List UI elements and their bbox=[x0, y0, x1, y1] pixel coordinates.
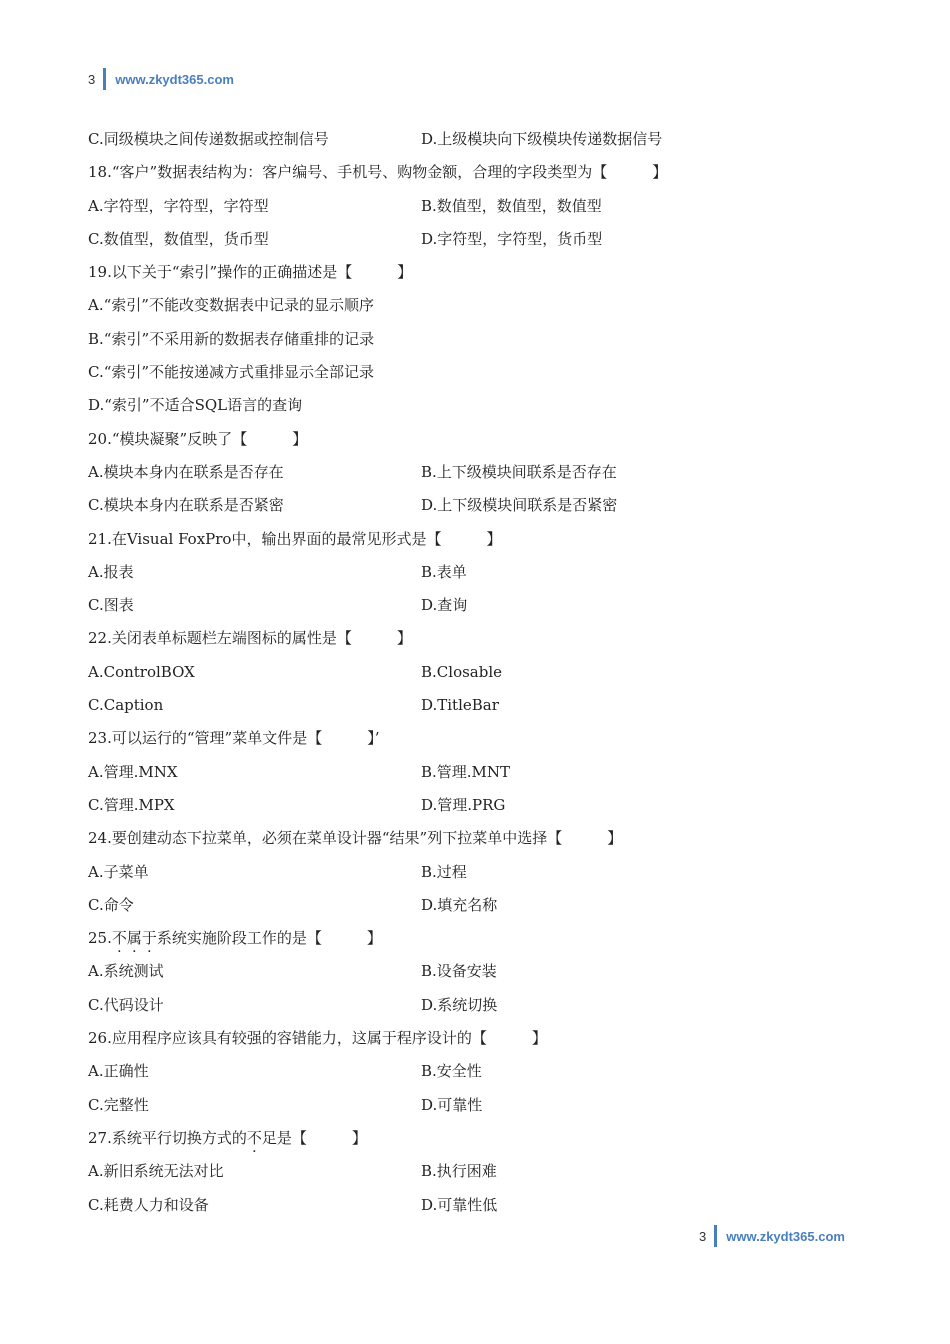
option-row bbox=[88, 1094, 868, 1127]
page-number: 3 bbox=[88, 71, 96, 87]
option-text: D.可靠性低 bbox=[421, 1195, 498, 1214]
question-text: 26.应用程序应该具有较强的容错能力，这属于程序设计的【 】 bbox=[88, 1029, 547, 1048]
option-text: D.字符型，字符型，货币型 bbox=[421, 229, 603, 248]
question-line bbox=[88, 827, 868, 860]
question-text: C.“索引”不能按递减方式重排显示全部记录 bbox=[88, 363, 375, 382]
question-text-part: 系统实施阶段工作的是【 】 bbox=[156, 929, 382, 948]
question-text: 19.以下关于“索引”操作的正确描述是【 】 bbox=[88, 263, 413, 282]
page-footer bbox=[699, 1225, 845, 1247]
option-text: D.查询 bbox=[421, 596, 468, 615]
option-row bbox=[88, 1160, 868, 1193]
question-line bbox=[88, 428, 868, 461]
option-text: D.可靠性 bbox=[421, 1095, 483, 1114]
option-text: D.上级模块向下级模块传递数据信号 bbox=[421, 130, 663, 148]
option-text: C.命令 bbox=[88, 895, 134, 914]
option-row bbox=[88, 195, 868, 228]
option-text: B.表单 bbox=[421, 562, 467, 581]
question-line bbox=[88, 361, 868, 394]
question-text-part: 25. bbox=[88, 929, 112, 948]
footer-page-number: 3 bbox=[699, 1228, 707, 1244]
question-list bbox=[88, 128, 868, 1227]
option-text: D.TitleBar bbox=[421, 696, 499, 715]
question-text: 20.“模块凝聚”反映了【 】 bbox=[88, 429, 308, 448]
question-text bbox=[88, 1127, 367, 1149]
option-row bbox=[88, 228, 868, 261]
option-text: A.ControlBOX bbox=[88, 662, 195, 681]
question-text bbox=[88, 927, 382, 949]
option-text: B.安全性 bbox=[421, 1062, 482, 1081]
question-text-part: 27.系统平行切换方式的 bbox=[88, 1128, 247, 1147]
option-text: D.上下级模块间联系是否紧密 bbox=[421, 496, 618, 515]
option-text: D.填充名称 bbox=[421, 895, 498, 914]
question-text: 22.关闭表单标题栏左端图标的属性是【 】 bbox=[88, 629, 412, 648]
option-row bbox=[88, 561, 868, 594]
question-text: 21.在Visual FoxPro中，输出界面的最常见形式是【 】 bbox=[88, 529, 502, 548]
emphasis-text: 不属于 bbox=[111, 929, 157, 948]
option-text: B.数值型，数值型，数值型 bbox=[421, 196, 602, 215]
header-divider bbox=[103, 68, 106, 90]
option-text: C.同级模块之间传递数据或控制信号 bbox=[88, 130, 329, 148]
footer-divider bbox=[714, 1225, 717, 1247]
question-line bbox=[88, 294, 868, 327]
option-text: D.系统切换 bbox=[421, 995, 498, 1014]
page-header bbox=[88, 68, 234, 90]
option-text: B.管理.MNT bbox=[421, 762, 511, 781]
option-row bbox=[88, 461, 868, 494]
option-text: A.字符型，字符型，字符型 bbox=[88, 196, 269, 215]
option-text: C.数值型，数值型，货币型 bbox=[88, 229, 269, 248]
option-text: C.耗费人力和设备 bbox=[88, 1195, 209, 1214]
option-row bbox=[88, 128, 868, 161]
option-row bbox=[88, 494, 868, 527]
option-text: C.管理.MPX bbox=[88, 795, 175, 814]
option-row bbox=[88, 694, 868, 727]
option-row bbox=[88, 1194, 868, 1227]
option-text: A.子菜单 bbox=[88, 862, 149, 881]
option-text: A.正确性 bbox=[88, 1062, 149, 1081]
question-text: 23.可以运行的“管理”菜单文件是【 】’ bbox=[88, 729, 380, 748]
question-text: 24.要创建动态下拉菜单，必须在菜单设计器“结果”列下拉菜单中选择【 】 bbox=[88, 829, 623, 848]
option-row bbox=[88, 761, 868, 794]
question-line bbox=[88, 161, 868, 194]
option-row bbox=[88, 960, 868, 993]
option-text: D.管理.PRG bbox=[421, 795, 506, 814]
question-line bbox=[88, 1127, 868, 1160]
option-text: A.新旧系统无法对比 bbox=[88, 1162, 224, 1181]
option-text: C.完整性 bbox=[88, 1095, 149, 1114]
option-text: B.Closable bbox=[421, 662, 503, 681]
question-line bbox=[88, 528, 868, 561]
option-text: B.设备安装 bbox=[421, 962, 497, 981]
option-text: C.代码设计 bbox=[88, 995, 164, 1014]
option-row bbox=[88, 594, 868, 627]
question-text: A.“索引”不能改变数据表中记录的显示顺序 bbox=[88, 296, 374, 315]
question-line bbox=[88, 727, 868, 760]
option-text: B.上下级模块间联系是否存在 bbox=[421, 462, 617, 481]
question-text: 18.“客户”数据表结构为：客户编号、手机号、购物金额，合理的字段类型为【 】 bbox=[88, 163, 668, 182]
option-row bbox=[88, 994, 868, 1027]
option-text: C.Caption bbox=[88, 696, 164, 715]
question-line bbox=[88, 394, 868, 427]
option-text: C.模块本身内在联系是否紧密 bbox=[88, 496, 284, 515]
option-row bbox=[88, 661, 868, 694]
question-line bbox=[88, 261, 868, 294]
option-text: B.过程 bbox=[421, 862, 467, 881]
question-line bbox=[88, 927, 868, 960]
question-text: D.“索引”不适合SQL语言的查询 bbox=[88, 396, 303, 415]
question-text-part: 足是【 】 bbox=[261, 1128, 367, 1147]
option-row bbox=[88, 861, 868, 894]
option-row bbox=[88, 894, 868, 927]
option-text: B.执行困难 bbox=[421, 1162, 497, 1181]
option-row bbox=[88, 794, 868, 827]
emphasis-text: 不 bbox=[246, 1128, 262, 1147]
option-row bbox=[88, 1060, 868, 1093]
option-text: A.报表 bbox=[88, 562, 134, 581]
option-text: A.管理.MNX bbox=[88, 762, 178, 781]
question-line bbox=[88, 1027, 868, 1060]
question-line bbox=[88, 328, 868, 361]
question-text: B.“索引”不采用新的数据表存储重排的记录 bbox=[88, 329, 375, 348]
option-text: A.模块本身内在联系是否存在 bbox=[88, 462, 284, 481]
option-text: C.图表 bbox=[88, 596, 134, 615]
option-text: A.系统测试 bbox=[88, 962, 164, 981]
question-line bbox=[88, 627, 868, 660]
footer-site-url[interactable]: www.zkydt365.com bbox=[726, 1228, 845, 1244]
site-url[interactable]: www.zkydt365.com bbox=[115, 71, 234, 87]
